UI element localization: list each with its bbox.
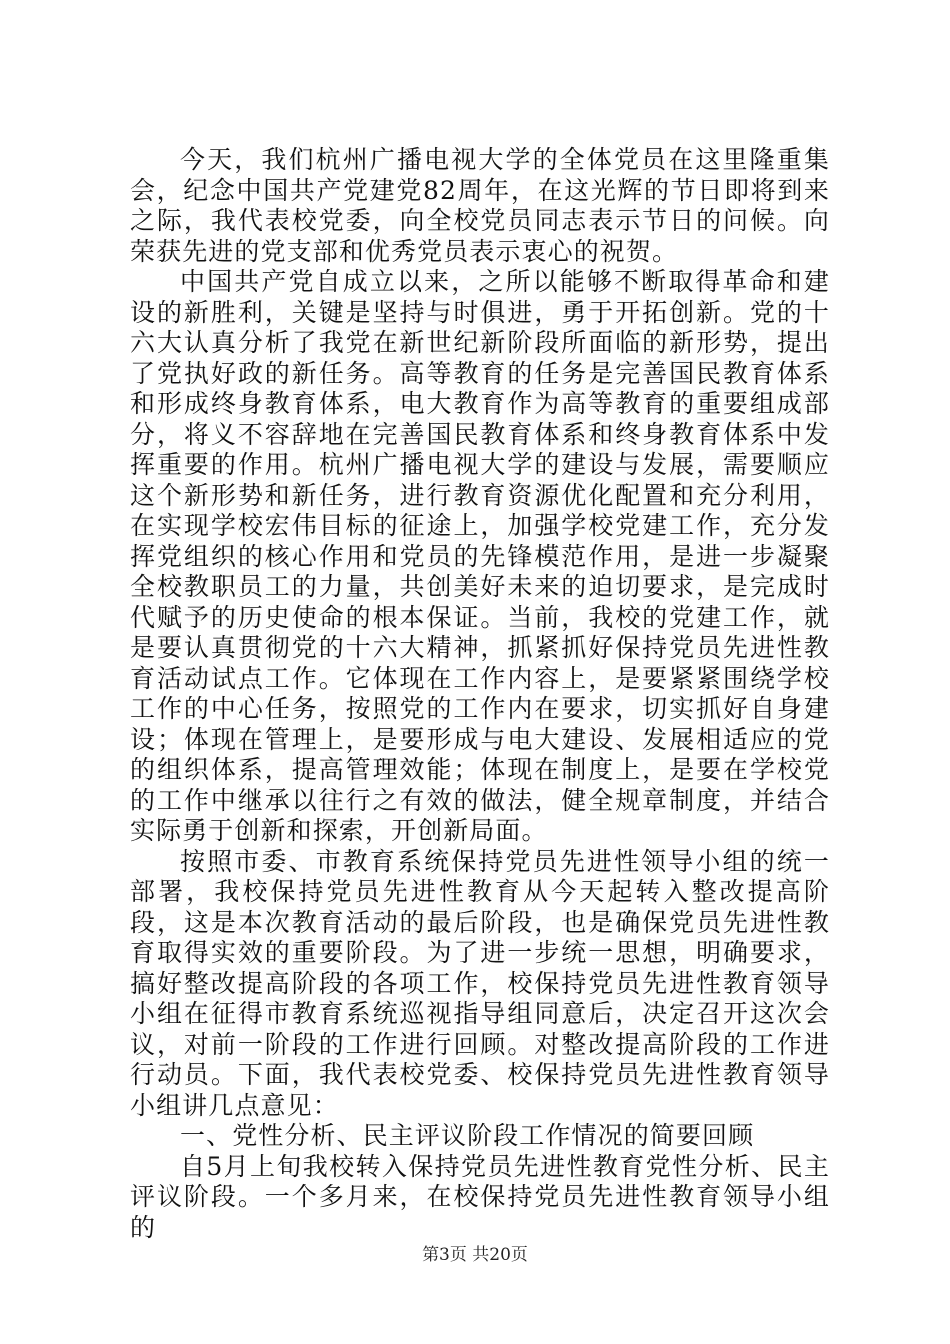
paragraph-opening: 今天，我们杭州广播电视大学的全体党员在这里隆重集会，纪念中国共产党建党82周年，在这光辉的节日即将到来之际，我代表校党委，向全校党员同志表示节日的问候。向荣获先进的党支部和优秀党员表示衷心的祝贺。 (130, 145, 830, 266)
paragraph-deployment: 按照市委、市教育系统保持党员先进性领导小组的统一部署，我校保持党员先进性教育从今天起转入整改提高阶段，这是本次教育活动的最后阶段，也是确保党员先进性教育取得实效的重要阶段。为了进一步统一思想，明确要求，搞好整改提高阶段的各项工作，校保持党员先进性教育领导小组在征得市教育系统巡视指导组同意后，决定召开这次会议，对前一阶段的工作进行回顾。对整改提高阶段的工作进行动员。下面，我代表校党委、校保持党员先进性教育领导小组讲几点意见： (130, 846, 830, 1120)
page-footer: 第3页 共20页 (422, 1245, 528, 1265)
section-heading: 一、党性分析、民主评议阶段工作情况的简要回顾 (180, 1121, 755, 1150)
paragraph-party-history: 中国共产党自成立以来，之所以能够不断取得革命和建设的新胜利，关键是坚持与时俱进，勇于开拓创新。党的十六大认真分析了我党在新世纪新阶段所面临的新形势，提出了党执好政的新任务。高等教育的任务是完善国民教育体系和形成终身教育体系，电大教育作为高等教育的重要组成部分，将义不容辞地在完善国民教育体系和终身教育体系中发挥重要的作用。杭州广播电视大学的建设与发展，需要顺应这个新形势和新任务，进行教育资源优化配置和充分利用，在实现学校宏伟目标的征途上，加强学校党建工作，充分发挥党组织的核心作用和党员的先锋模范作用，是进一步凝聚全校教职员工的力量，共创美好未来的迫切要求，是完成时代赋予的历史使命的根本保证。当前，我校的党建工作，就是要认真贯彻党的十六大精神，抓紧抓好保持党员先进性教育活动试点工作。它体现在工作内容上，是要紧紧围绕学校工作的中心任务，按照党的工作内在要求，切实抓好自身建设；体现在管理上，是要形成与电大建设、发展相适应的党的组织体系，提高管理效能；体现在制度上，是要在学校党的工作中继承以往行之有效的做法，健全规章制度，并结合实际勇于创新和探索，开创新局面。 (130, 267, 830, 845)
document-body (130, 145, 830, 1243)
paragraph-review: 自5月上旬我校转入保持党员先进性教育党性分析、民主评议阶段。一个多月来，在校保持党员先进性教育领导小组的 (130, 1151, 830, 1242)
